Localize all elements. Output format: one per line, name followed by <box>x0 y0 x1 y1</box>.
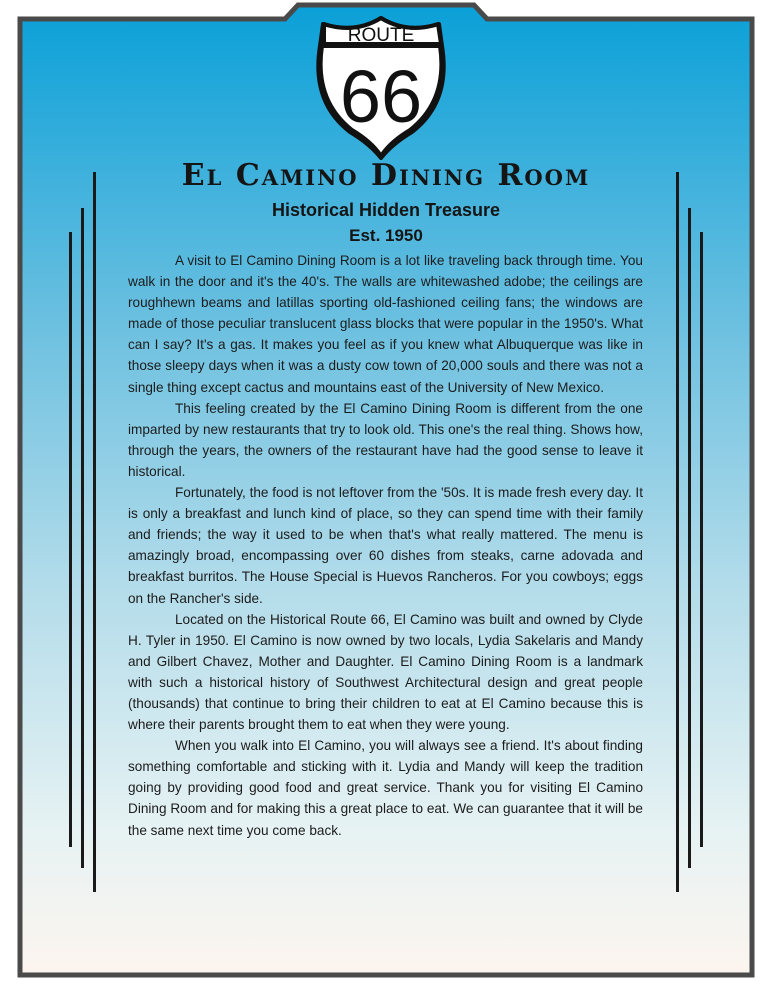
article-body <box>128 250 643 841</box>
page-subtitle: Historical Hidden Treasure <box>271 200 501 220</box>
page-title: El Camino Dining Room <box>181 158 591 193</box>
paragraph-3: Fortunately, the food is not leftover from the '50s. It is made fresh every day. It is only a breakfast and lunch kind of place, so they can spend time with their family and friends; the way it used to be when that's what really mattered. The menu is amazingly broad, encompassing over 60 dishes from steaks, carne adovada and breakfast burritos. The House Special is Huevos Rancheros. For you cowboys; eggs on the Rancher's side. <box>128 485 643 606</box>
shield-top-text: ROUTE <box>347 25 415 46</box>
paragraph-5: When you walk into El Camino, you will always see a friend. It's about finding something comfortable and sticking with it. Lydia and Mandy will keep the tradition going by providing good food and great service. Thank you for visiting El Camino Dining Room and for making this a great place to eat. We can guarantee that it will be the same next time you come back. <box>128 738 643 838</box>
route-66-shield-icon <box>310 10 452 160</box>
left-deco-line-inner <box>93 172 96 892</box>
paragraph-4: Located on the Historical Route 66, El Camino was built and owned by Clyde H. Tyler in 1950. El Camino is now owned by two locals, Lydia Sakelaris and Mandy and Gilbert Chavez, Mother and Daughter. El Camino Dining Room is a landmark with such a historical history of Southwest Architectural design and great people (thousands) that continue to bring their children to eat at El Camino because this is where their parents brought them to eat when they were young. <box>128 611 643 733</box>
shield-number-text: 66 <box>339 55 423 138</box>
paragraph-2: This feeling created by the El Camino Dining Room is different from the one imparted by new restaurants that try to look old. This one's the real thing. Shows how, through the years, the owners of the restaurant have had the good sense to leave it historical. <box>128 400 643 479</box>
right-deco-line-middle <box>688 208 691 868</box>
right-deco-line-outer <box>700 232 703 847</box>
left-deco-line-outer <box>69 232 72 847</box>
established-year: Est. 1950 <box>349 226 423 245</box>
paragraph-1: A visit to El Camino Dining Room is a lot like traveling back through time. You walk in the door and it's the 40's. The walls are whitewashed adobe; the ceilings are roughhewn beams and latillas sporting old-fashioned ceiling fans; the windows are made of those peculiar translucent glass blocks that were popular in the 1950's. What can I say? It's a gas. It makes you feel as if you knew what Albuquerque was like in those sleepy days when it was a dusty cow town of 20,000 souls and there was not a single thing except cactus and mountains east of the University of New Mexico. <box>128 253 643 395</box>
left-deco-line-middle <box>81 208 84 868</box>
right-deco-line-inner <box>676 172 679 892</box>
